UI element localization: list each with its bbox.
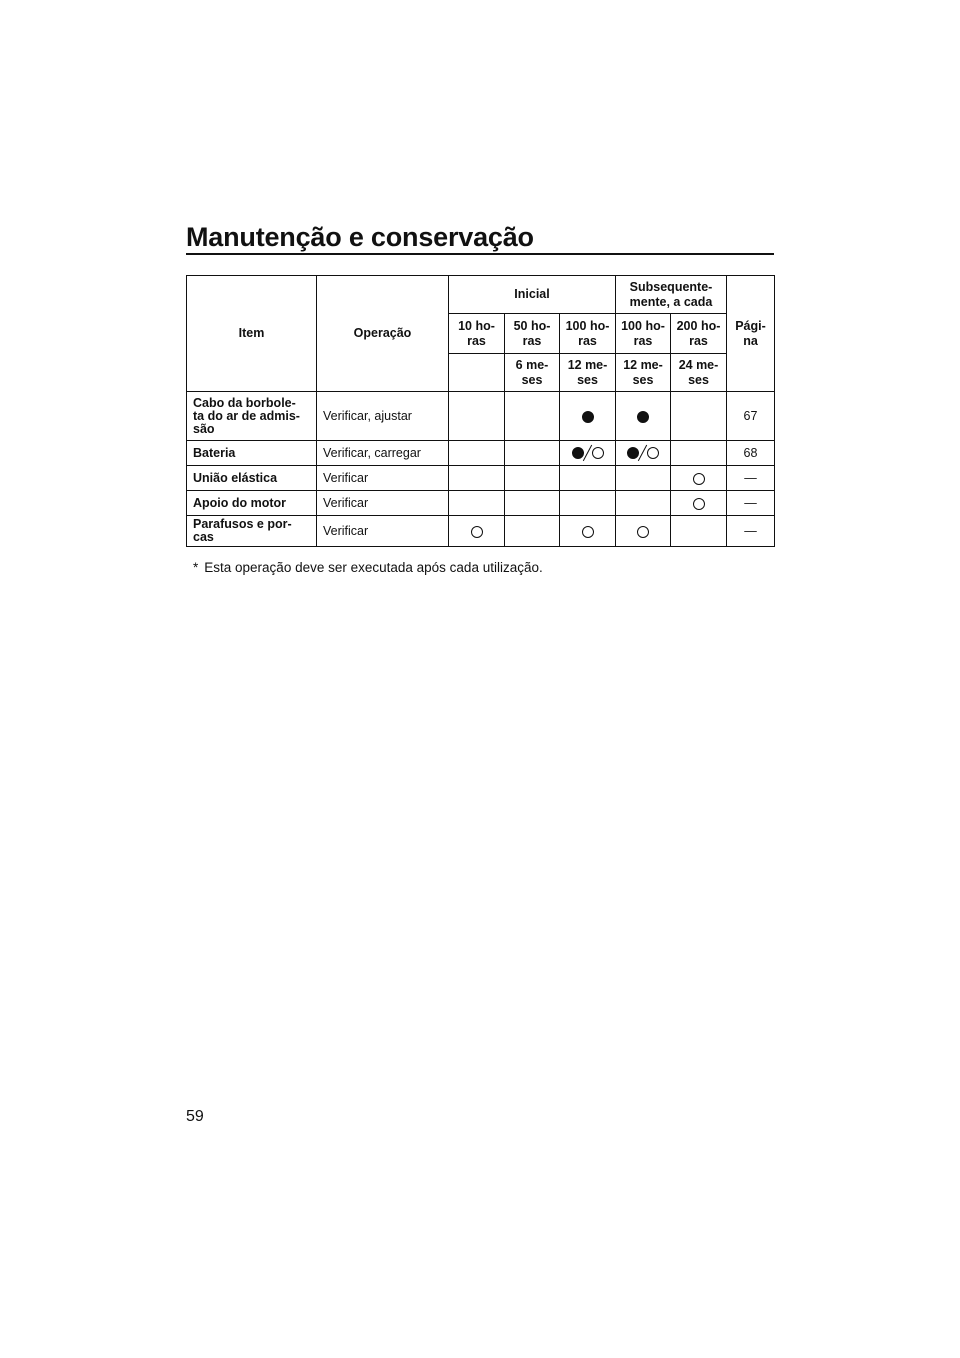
mark-cell	[505, 516, 560, 547]
header-hours-100-initial: 100 ho- ras	[560, 314, 616, 354]
mark-cell	[560, 516, 616, 547]
open-circle-icon	[693, 473, 705, 485]
row-page: 67	[727, 392, 775, 441]
table-row	[187, 441, 775, 466]
row-item: Parafusos e por- cas	[187, 516, 317, 547]
mark-cell	[505, 491, 560, 516]
mark-cell	[560, 491, 616, 516]
slash-icon	[639, 445, 647, 461]
header-subsequent: Subsequente- mente, a cada	[616, 276, 727, 314]
mark-cell	[449, 441, 505, 466]
table-row	[187, 516, 775, 547]
header-page: Pági- na	[727, 276, 775, 392]
row-operation: Verificar	[317, 516, 449, 547]
footnote-text: Esta operação deve ser executada após cada utilização.	[204, 560, 543, 575]
table-row	[187, 392, 775, 441]
row-item: União elástica	[187, 466, 317, 491]
open-circle-icon	[582, 526, 594, 538]
header-hours-50: 50 ho- ras	[505, 314, 560, 354]
title-rule	[186, 253, 774, 255]
header-item: Item	[187, 276, 317, 392]
open-circle-icon	[693, 498, 705, 510]
header-hours-10: 10 ho- ras	[449, 314, 505, 354]
mark-cell	[616, 466, 671, 491]
mark-cell	[616, 516, 671, 547]
open-circle-icon	[647, 447, 659, 459]
slash-icon	[584, 445, 592, 461]
footnote-marker: *	[193, 560, 199, 575]
row-item: Cabo da borbole- ta do ar de admis- são	[187, 392, 317, 441]
mark-cell	[671, 491, 727, 516]
mark-cell	[616, 441, 671, 466]
filled-circle-icon	[637, 411, 649, 423]
footnote	[193, 560, 543, 575]
mark-cell	[671, 466, 727, 491]
open-circle-icon	[471, 526, 483, 538]
maintenance-table	[186, 275, 775, 547]
row-page: —	[727, 466, 775, 491]
open-circle-icon	[637, 526, 649, 538]
mark-cell	[616, 392, 671, 441]
row-operation: Verificar, carregar	[317, 441, 449, 466]
filled-circle-icon	[582, 411, 594, 423]
mark-cell	[671, 516, 727, 547]
header-hours-100-subsequent: 100 ho- ras	[616, 314, 671, 354]
header-initial: Inicial	[449, 276, 616, 314]
row-page: —	[727, 516, 775, 547]
row-page: —	[727, 491, 775, 516]
mark-cell	[449, 466, 505, 491]
filled-circle-icon	[572, 447, 584, 459]
header-months-12-subsequent: 12 me- ses	[616, 354, 671, 392]
page-title: Manutenção e conservação	[186, 222, 534, 252]
header-hours-200: 200 ho- ras	[671, 314, 727, 354]
mark-cell	[671, 392, 727, 441]
header-months-empty	[449, 354, 505, 392]
mark-cell	[560, 392, 616, 441]
row-operation: Verificar	[317, 466, 449, 491]
header-months-6: 6 me- ses	[505, 354, 560, 392]
row-item: Apoio do motor	[187, 491, 317, 516]
page-number: 59	[186, 1108, 204, 1125]
header-operation: Operação	[317, 276, 449, 392]
mark-cell	[560, 466, 616, 491]
mark-cell	[449, 491, 505, 516]
mark-cell	[449, 392, 505, 441]
mark-cell	[616, 491, 671, 516]
filled-circle-icon	[627, 447, 639, 459]
open-circle-icon	[592, 447, 604, 459]
row-page: 68	[727, 441, 775, 466]
mark-cell	[505, 392, 560, 441]
table-row	[187, 491, 775, 516]
row-operation: Verificar	[317, 491, 449, 516]
header-months-12-initial: 12 me- ses	[560, 354, 616, 392]
row-item: Bateria	[187, 441, 317, 466]
mark-cell	[671, 441, 727, 466]
header-months-24: 24 me- ses	[671, 354, 727, 392]
row-operation: Verificar, ajustar	[317, 392, 449, 441]
mark-cell	[505, 466, 560, 491]
mark-cell	[560, 441, 616, 466]
table-row	[187, 466, 775, 491]
mark-cell	[505, 441, 560, 466]
mark-cell	[449, 516, 505, 547]
